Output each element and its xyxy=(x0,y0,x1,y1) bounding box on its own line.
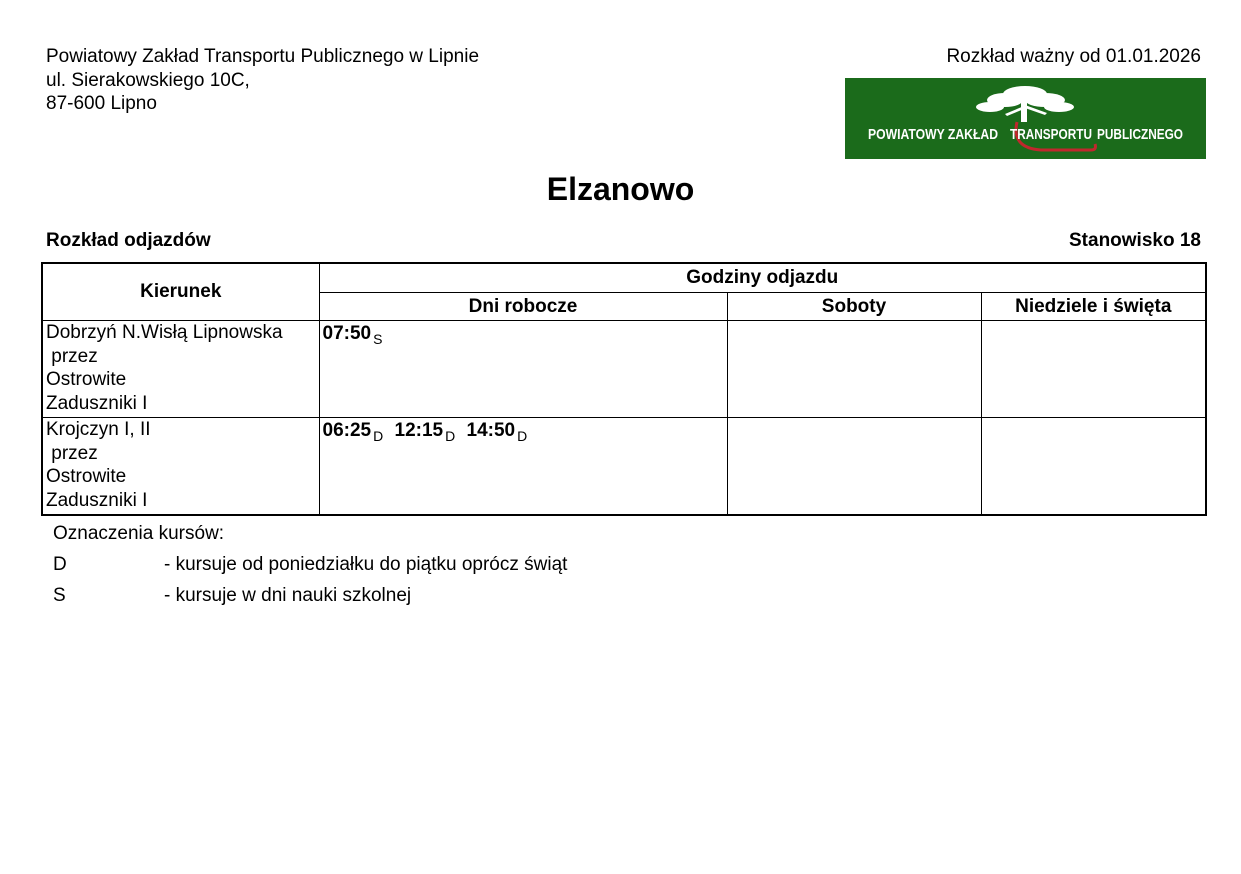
departure xyxy=(467,420,528,442)
direction-cell xyxy=(42,321,319,418)
departure-time: 07:50 xyxy=(322,323,372,344)
legend-code: D xyxy=(53,554,67,575)
departure-mark: D xyxy=(373,428,384,444)
departure xyxy=(323,420,384,442)
weekday-times xyxy=(319,321,727,418)
legend-item xyxy=(53,554,568,585)
direction-destination: Krojczyn I, II xyxy=(46,419,151,440)
tree-icon xyxy=(976,86,1074,122)
schedule-label: Rozkład odjazdów xyxy=(46,230,211,251)
sunday-times xyxy=(981,418,1206,516)
direction-via: przez xyxy=(46,442,98,464)
logo-text-2: TRANSPORTU xyxy=(1010,126,1092,143)
operator-address xyxy=(46,45,479,116)
table-row xyxy=(42,321,1206,418)
header-weekdays: Dni robocze xyxy=(319,293,727,321)
legend xyxy=(53,523,568,616)
direction-via: przez xyxy=(46,345,98,367)
departure xyxy=(395,420,456,442)
header-departures: Godziny odjazdu xyxy=(319,263,1206,293)
direction-stop: Zaduszniki I xyxy=(46,489,148,511)
header-saturdays: Soboty xyxy=(727,293,981,321)
pztp-logo xyxy=(845,78,1206,159)
sunday-times xyxy=(981,321,1206,418)
departure-time: 06:25 xyxy=(322,420,372,441)
direction-stop: Ostrowite xyxy=(46,369,127,390)
saturday-times xyxy=(727,418,981,516)
departure-mark: S xyxy=(373,331,383,347)
direction-destination: Dobrzyń N.Wisłą Lipnowska xyxy=(46,322,283,343)
table-row xyxy=(42,418,1206,516)
operator-city: 87-600 Lipno xyxy=(46,93,157,114)
operator-name: Powiatowy Zakład Transportu Publicznego w Lipnie xyxy=(46,46,480,67)
legend-code: S xyxy=(53,585,66,606)
timetable xyxy=(41,262,1207,516)
departure-time: 14:50 xyxy=(466,420,516,441)
operator-street: ul. Sierakowskiego 10C, xyxy=(46,69,250,91)
departure-time: 12:15 xyxy=(394,420,444,441)
pztp-logo-graphic xyxy=(845,78,1206,159)
departure xyxy=(323,323,383,345)
logo-text-1: POWIATOWY ZAKŁAD xyxy=(868,126,999,143)
stop-name: Elzanowo xyxy=(546,171,695,207)
platform-label: Stanowisko 18 xyxy=(1069,230,1201,251)
departure-mark: D xyxy=(445,428,456,444)
legend-title: Oznaczenia kursów: xyxy=(53,523,225,544)
direction-stop: Ostrowite xyxy=(46,466,127,487)
departure-mark: D xyxy=(517,428,528,444)
direction-stop: Zaduszniki I xyxy=(46,392,148,414)
weekday-times xyxy=(319,418,727,516)
header-direction: Kierunek xyxy=(42,263,319,321)
legend-item xyxy=(53,585,412,616)
header-sundays: Niedziele i święta xyxy=(981,293,1206,321)
valid-from-date: Rozkład ważny od 01.01.2026 xyxy=(946,46,1201,67)
direction-cell xyxy=(42,418,319,516)
legend-description: - kursuje w dni nauki szkolnej xyxy=(164,585,412,606)
legend-description: - kursuje od poniedziałku do piątku oprócz świąt xyxy=(164,554,568,575)
saturday-times xyxy=(727,321,981,418)
logo-text-3: PUBLICZNEGO xyxy=(1097,126,1184,143)
